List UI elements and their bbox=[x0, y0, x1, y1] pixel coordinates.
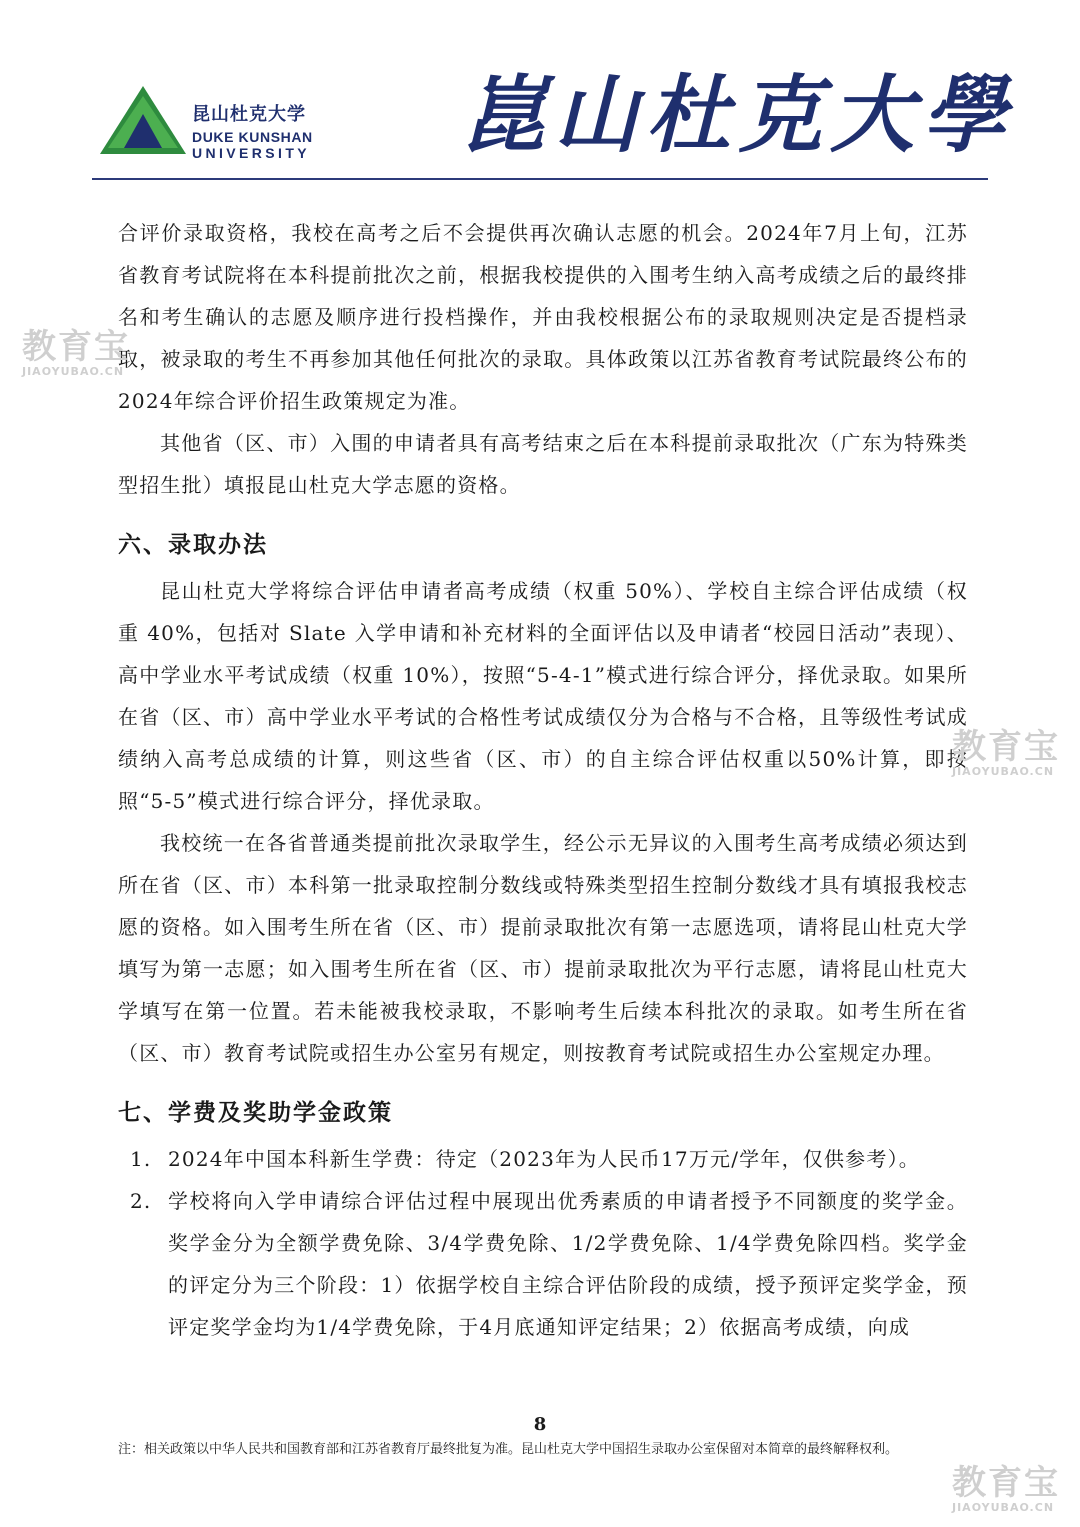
page-header bbox=[0, 0, 1080, 185]
logo-en-line2: UNIVERSITY bbox=[192, 145, 311, 161]
page-number: 8 bbox=[533, 1414, 547, 1435]
watermark-en: JIAOYUBAO.CN bbox=[952, 765, 1055, 778]
list-item-number: 1. bbox=[130, 1147, 152, 1171]
paragraph-4: 我校统一在各省普通类提前批次录取学生，经公示无异议的入围考生高考成绩必须达到所在省（区、市）本科第一批录取控制分数线或特殊类型招生控制分数线才具有填报我校志愿的资格。如入围考生所在省（区、市）提前录取批次有第一志愿选项，请将昆山杜克大学填写为第一志愿；如入围考生所在省（区、市）提前录取批次为平行志愿，请将昆山杜克大学填写在第一位置。若未能被我校录取，不影响考生后续本科批次的录取。如考生所在省（区、市）教育考试院或招生办公室另有规定，则按教育考试院或招生办公室规定办理。 bbox=[118, 831, 968, 1065]
logo-text bbox=[192, 100, 313, 161]
paragraph-1: 合评价录取资格，我校在高考之后不会提供再次确认志愿的机会。2024年7月上旬，江苏省教育考试院将在本科提前批次之前，根据我校提供的入围考生纳入高考成绩之后的最终排名和考生确认的志愿及顺序进行投档操作，并由我校根据公布的录取规则决定是否提档录取，被录取的考生不再参加其他任何批次的录取。具体政策以江苏省教育考试院最终公布的2024年综合评价招生政策规定为准。 bbox=[118, 221, 968, 413]
list-item bbox=[118, 1138, 968, 1180]
watermark bbox=[952, 727, 1060, 778]
calligraphy-title: 崑山杜克大學 bbox=[462, 65, 1015, 164]
watermark bbox=[22, 327, 130, 378]
list-item-text: 2024年中国本科新生学费：待定（2023年为人民币17万元/学年，仅供参考）。 bbox=[168, 1147, 920, 1171]
list-item-number: 2. bbox=[130, 1189, 152, 1213]
document-body bbox=[118, 212, 968, 1348]
watermark-cn: 教育宝 bbox=[952, 727, 1060, 767]
list-item-text: 学校将向入学申请综合评估过程中展现出优秀素质的申请者授予不同额度的奖学金。奖学金分为全额学费免除、3/4学费免除、1/2学费免除、1/4学费免除四档。奖学金的评定分为三个阶段：1）依据学校自主综合评估阶段的成绩，授予预评定奖学金，预评定奖学金均为1/4学费免除，于4月底通知评定结果；2）依据高考成绩，向成 bbox=[168, 1189, 968, 1339]
list-item bbox=[118, 1180, 968, 1348]
watermark-cn: 教育宝 bbox=[22, 327, 130, 367]
watermark-en: JIAOYUBAO.CN bbox=[952, 1501, 1055, 1514]
section-6-title: 六、录取办法 bbox=[118, 532, 268, 558]
watermark-cn: 教育宝 bbox=[952, 1463, 1060, 1503]
header-rule bbox=[92, 178, 988, 180]
paragraph-2: 其他省（区、市）入围的申请者具有高考结束之后在本科提前录取批次（广东为特殊类型招生批）填报昆山杜克大学志愿的资格。 bbox=[118, 431, 968, 497]
paragraph-3: 昆山杜克大学将综合评估申请者高考成绩（权重 50%）、学校自主综合评估成绩（权重 40%，包括对 Slate 入学申请和补充材料的全面评估以及申请者“校园日活动”表现）、高中学业水平考试成绩（权重 10%），按照“5-4-1”模式进行综合评分，择优录取。如果所在省（区、市）高中学业水平考试的合格性考试成绩仅分为合格与不合格，且等级性考试成绩纳入高考总成绩的计算，则这些省（区、市）的自主综合评估权重以50%计算，即按照“5-5”模式进行综合评分，择优录取。 bbox=[118, 579, 968, 813]
watermark bbox=[952, 1463, 1060, 1514]
logo-en-line1: DUKE KUNSHAN bbox=[192, 129, 313, 145]
footnote: 注：相关政策以中华人民共和国教育部和江苏省教育厅最终批复为准。昆山杜克大学中国招生录取办公室保留对本简章的最终解释权利。 bbox=[118, 1442, 899, 1457]
section-7-title: 七、学费及奖助学金政策 bbox=[118, 1100, 393, 1126]
watermark-en: JIAOYUBAO.CN bbox=[22, 365, 125, 378]
dku-logo-icon bbox=[100, 86, 186, 156]
logo-cn: 昆山杜克大学 bbox=[192, 104, 306, 125]
